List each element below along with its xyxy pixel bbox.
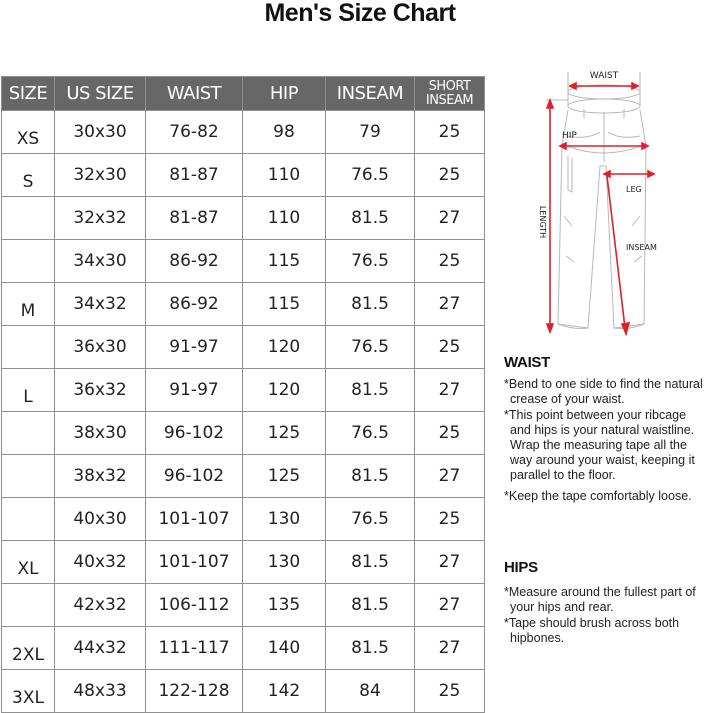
hips-tip bbox=[504, 616, 696, 646]
us-size-cell: 30x30 bbox=[55, 111, 146, 154]
hips-tip bbox=[504, 585, 696, 615]
header-us-size: US SIZE bbox=[55, 77, 146, 111]
waist-cell: 101-107 bbox=[146, 498, 243, 541]
us-size-cell: 36x32 bbox=[55, 369, 146, 412]
table-row bbox=[2, 369, 485, 412]
short-inseam-cell: 27 bbox=[415, 541, 485, 584]
short-inseam-cell: 25 bbox=[415, 326, 485, 369]
waist-cell: 81-87 bbox=[146, 197, 243, 240]
size-chart-table bbox=[1, 76, 485, 713]
size-cell bbox=[2, 326, 55, 369]
size-cell: XS bbox=[2, 111, 55, 154]
waist-tip-line: crease of your waist. bbox=[510, 392, 625, 406]
waist-tip bbox=[504, 377, 703, 407]
table-row bbox=[2, 455, 485, 498]
waist-cell: 96-102 bbox=[146, 412, 243, 455]
us-size-cell: 38x32 bbox=[55, 455, 146, 498]
hips-tip-line: your hips and rear. bbox=[510, 600, 614, 614]
short-inseam-cell: 27 bbox=[415, 369, 485, 412]
size-cell bbox=[2, 412, 55, 455]
table-row bbox=[2, 412, 485, 455]
pants-measurement-diagram bbox=[528, 66, 680, 346]
short-inseam-cell: 27 bbox=[415, 584, 485, 627]
hip-cell: 110 bbox=[243, 154, 326, 197]
table-row bbox=[2, 111, 485, 154]
page-title: Men's Size Chart bbox=[264, 0, 456, 27]
hip-cell: 115 bbox=[243, 283, 326, 326]
waist-tip-line: *Bend to one side to find the natural bbox=[504, 377, 703, 391]
size-cell bbox=[2, 498, 55, 541]
inseam-cell: 76.5 bbox=[326, 154, 415, 197]
header-hip: HIP bbox=[243, 77, 326, 111]
label-hip: HIP bbox=[562, 131, 577, 141]
short-inseam-cell: 25 bbox=[415, 240, 485, 283]
waist-cell: 86-92 bbox=[146, 240, 243, 283]
size-cell: 2XL bbox=[2, 627, 55, 670]
hip-cell: 140 bbox=[243, 627, 326, 670]
waist-guide-heading: WAIST bbox=[504, 354, 550, 371]
table-row bbox=[2, 670, 485, 713]
waist-guide bbox=[504, 354, 703, 504]
inseam-cell: 81.5 bbox=[326, 627, 415, 670]
short-inseam-cell: 25 bbox=[415, 412, 485, 455]
waist-cell: 122-128 bbox=[146, 670, 243, 713]
us-size-cell: 40x32 bbox=[55, 541, 146, 584]
waist-cell: 106-112 bbox=[146, 584, 243, 627]
inseam-cell: 81.5 bbox=[326, 283, 415, 326]
inseam-cell: 81.5 bbox=[326, 584, 415, 627]
hip-cell: 135 bbox=[243, 584, 326, 627]
waist-cell: 96-102 bbox=[146, 455, 243, 498]
waist-cell: 76-82 bbox=[146, 111, 243, 154]
waist-tip-line: parallel to the floor. bbox=[510, 468, 616, 482]
header-size: SIZE bbox=[2, 77, 55, 111]
size-cell: 3XL bbox=[2, 670, 55, 713]
table-header-row bbox=[2, 77, 485, 111]
waist-cell: 101-107 bbox=[146, 541, 243, 584]
us-size-cell: 40x30 bbox=[55, 498, 146, 541]
us-size-cell: 34x32 bbox=[55, 283, 146, 326]
label-waist: WAIST bbox=[589, 71, 619, 81]
label-leg: LEG bbox=[626, 185, 642, 194]
waist-cell: 86-92 bbox=[146, 283, 243, 326]
inseam-cell: 81.5 bbox=[326, 369, 415, 412]
table-row bbox=[2, 197, 485, 240]
hip-cell: 125 bbox=[243, 412, 326, 455]
hip-cell: 110 bbox=[243, 197, 326, 240]
short-inseam-cell: 27 bbox=[415, 197, 485, 240]
header-short-inseam: SHORT INSEAM bbox=[415, 77, 485, 111]
short-inseam-cell: 27 bbox=[415, 455, 485, 498]
inseam-cell: 81.5 bbox=[326, 197, 415, 240]
header-waist: WAIST bbox=[146, 77, 243, 111]
hip-cell: 142 bbox=[243, 670, 326, 713]
inseam-cell: 81.5 bbox=[326, 455, 415, 498]
waist-tip-line: way around your waist, keeping it bbox=[510, 453, 695, 467]
waist-cell: 91-97 bbox=[146, 369, 243, 412]
short-inseam-cell: 27 bbox=[415, 627, 485, 670]
table-row bbox=[2, 627, 485, 670]
header-inseam: INSEAM bbox=[326, 77, 415, 111]
hips-guide bbox=[504, 559, 696, 646]
table-row bbox=[2, 498, 485, 541]
inseam-cell: 76.5 bbox=[326, 498, 415, 541]
us-size-cell: 44x32 bbox=[55, 627, 146, 670]
size-cell: L bbox=[2, 369, 55, 412]
us-size-cell: 32x32 bbox=[55, 197, 146, 240]
table-row bbox=[2, 541, 485, 584]
table-row bbox=[2, 240, 485, 283]
hips-tip-line: *Tape should brush across both bbox=[504, 616, 680, 630]
size-cell bbox=[2, 584, 55, 627]
us-size-cell: 36x30 bbox=[55, 326, 146, 369]
us-size-cell: 38x30 bbox=[55, 412, 146, 455]
waist-cell: 111-117 bbox=[146, 627, 243, 670]
hips-tip-line: hipbones. bbox=[510, 631, 565, 645]
size-cell: S bbox=[2, 154, 55, 197]
table-row bbox=[2, 283, 485, 326]
inseam-cell: 84 bbox=[326, 670, 415, 713]
us-size-cell: 48x33 bbox=[55, 670, 146, 713]
hips-guide-heading: HIPS bbox=[504, 559, 538, 576]
short-inseam-cell: 25 bbox=[415, 670, 485, 713]
hip-cell: 130 bbox=[243, 498, 326, 541]
inseam-cell: 81.5 bbox=[326, 541, 415, 584]
size-cell: XL bbox=[2, 541, 55, 584]
label-length: LENGTH bbox=[538, 205, 547, 239]
us-size-cell: 42x32 bbox=[55, 584, 146, 627]
hip-cell: 115 bbox=[243, 240, 326, 283]
size-cell bbox=[2, 455, 55, 498]
short-inseam-cell: 25 bbox=[415, 154, 485, 197]
waist-cell: 81-87 bbox=[146, 154, 243, 197]
label-inseam: INSEAM bbox=[626, 243, 657, 252]
hip-cell: 120 bbox=[243, 369, 326, 412]
table-row bbox=[2, 154, 485, 197]
short-inseam-cell: 25 bbox=[415, 498, 485, 541]
us-size-cell: 32x30 bbox=[55, 154, 146, 197]
waist-tip bbox=[504, 489, 703, 504]
inseam-cell: 76.5 bbox=[326, 326, 415, 369]
waist-cell: 91-97 bbox=[146, 326, 243, 369]
hip-cell: 120 bbox=[243, 326, 326, 369]
inseam-cell: 79 bbox=[326, 111, 415, 154]
inseam-cell: 76.5 bbox=[326, 412, 415, 455]
hip-cell: 98 bbox=[243, 111, 326, 154]
waist-tip-line: Wrap the measuring tape all the bbox=[510, 438, 687, 452]
inseam-cell: 76.5 bbox=[326, 240, 415, 283]
short-inseam-cell: 25 bbox=[415, 111, 485, 154]
waist-tip-line: *Keep the tape comfortably loose. bbox=[504, 489, 692, 503]
hips-tip-line: *Measure around the fullest part of bbox=[504, 585, 696, 599]
waist-tip bbox=[504, 408, 703, 483]
size-cell bbox=[2, 197, 55, 240]
size-cell: M bbox=[2, 283, 55, 326]
size-cell bbox=[2, 240, 55, 283]
short-inseam-cell: 27 bbox=[415, 283, 485, 326]
table-row bbox=[2, 326, 485, 369]
us-size-cell: 34x30 bbox=[55, 240, 146, 283]
hip-cell: 130 bbox=[243, 541, 326, 584]
waist-tip-line: and hips is your natural waistline. bbox=[510, 423, 695, 437]
hip-cell: 125 bbox=[243, 455, 326, 498]
table-row bbox=[2, 584, 485, 627]
waist-tip-line: *This point between your ribcage bbox=[504, 408, 687, 422]
